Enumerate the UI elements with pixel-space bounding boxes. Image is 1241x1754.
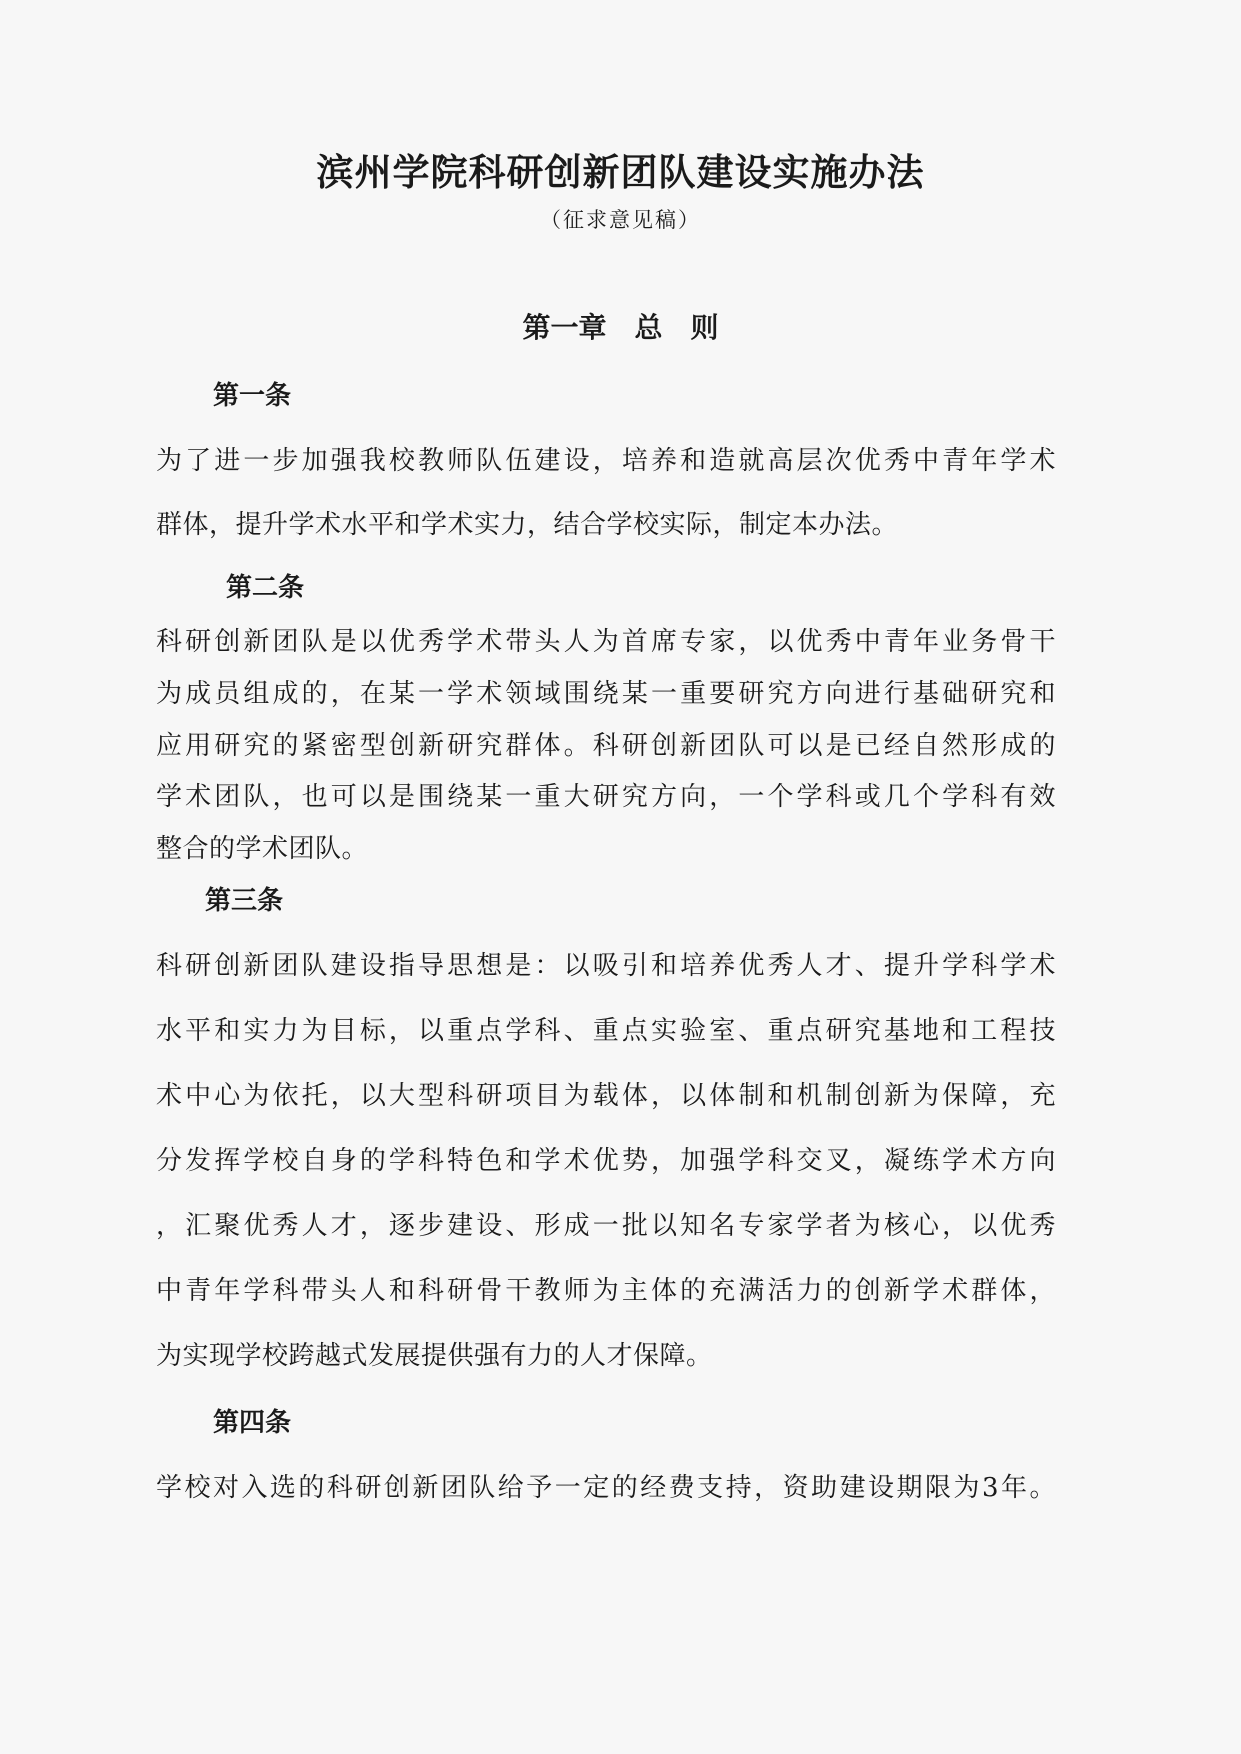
- article-3-line-4: 分发挥学校自身的学科特色和学术优势，加强学科交叉，凝练学术方向: [156, 1146, 1056, 1176]
- document-title: 滨州学院科研创新团队建设实施办法: [316, 150, 925, 194]
- article-4-line-1: 学校对入选的科研创新团队给予一定的经费支持，资助建设期限为3年。: [156, 1473, 1056, 1503]
- article-4-heading: 第四条: [213, 1408, 292, 1438]
- article-2-line-2: 为成员组成的，在某一学术领域围绕某一重要研究方向进行基础研究和: [156, 679, 1056, 709]
- article-1-line-1: 为了进一步加强我校教师队伍建设，培养和造就高层次优秀中青年学术: [156, 446, 1056, 476]
- article-3-line-3: 术中心为依托，以大型科研项目为载体，以体制和机制创新为保障，充: [156, 1081, 1056, 1111]
- article-2-line-4: 学术团队，也可以是围绕某一重大研究方向，一个学科或几个学科有效: [156, 782, 1056, 812]
- article-2-line-3: 应用研究的紧密型创新研究群体。科研创新团队可以是已经自然形成的: [156, 731, 1056, 761]
- article-3-line-7: 为实现学校跨越式发展提供强有力的人才保障。: [156, 1341, 713, 1371]
- article-2-line-5: 整合的学术团队。: [156, 834, 369, 864]
- article-1-heading: 第一条: [213, 381, 292, 411]
- article-2-line-1: 科研创新团队是以优秀学术带头人为首席专家，以优秀中青年业务骨干: [156, 627, 1056, 657]
- article-1-line-2: 群体，提升学术水平和学术实力，结合学校实际，制定本办法。: [156, 510, 899, 540]
- article-2-heading: 第二条: [226, 573, 305, 603]
- article-3-line-1: 科研创新团队建设指导思想是：以吸引和培养优秀人才、提升学科学术: [156, 951, 1056, 981]
- article-3-line-6: 中青年学科带头人和科研骨干教师为主体的充满活力的创新学术群体，: [156, 1276, 1056, 1306]
- chapter-heading: 第一章 总 则: [522, 311, 719, 344]
- article-3-line-2: 水平和实力为目标，以重点学科、重点实验室、重点研究基地和工程技: [156, 1016, 1056, 1046]
- article-3-line-5: ，汇聚优秀人才，逐步建设、形成一批以知名专家学者为核心，以优秀: [156, 1211, 1056, 1241]
- document-subtitle: （征求意见稿）: [540, 208, 701, 232]
- article-3-heading: 第三条: [205, 886, 284, 916]
